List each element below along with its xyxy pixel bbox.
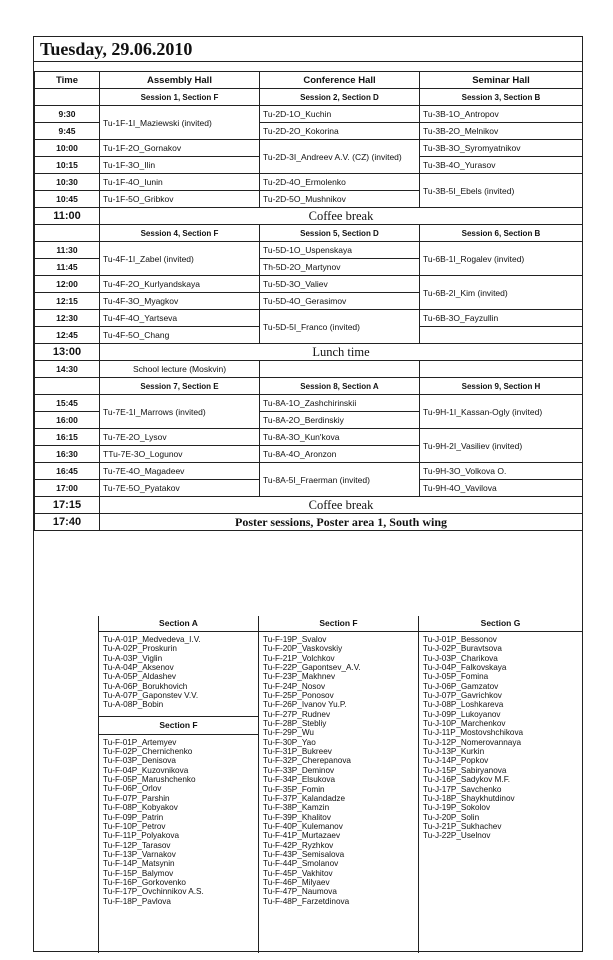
talk-cell: Tu-2D-1O_Kuchin xyxy=(260,106,420,123)
poster-item: Tu-F-02P_Chernichenko xyxy=(103,747,193,757)
time-cell: 12:30 xyxy=(35,310,100,327)
time-cell: 17:40 xyxy=(35,514,100,531)
empty-cell xyxy=(260,361,420,378)
time-cell: 11:30 xyxy=(35,242,100,259)
session-label: Session 8, Section A xyxy=(260,378,420,395)
poster-item: Tu-J-15P_Sabiryanova xyxy=(423,765,507,775)
poster-item: Tu-J-13P_Kurkin xyxy=(423,747,485,757)
poster-item: Tu-F-06P_Orlov xyxy=(103,784,162,794)
poster-item: Tu-A-07P_Gaponstev V.V. xyxy=(103,691,199,701)
poster-item: Tu-F-33P_Deminov xyxy=(263,765,335,775)
poster-item: Tu-A-01P_Medvedeva_I.V. xyxy=(103,635,201,644)
poster-item: Tu-J-19P_Sokolov xyxy=(423,803,491,813)
time-cell: 11:00 xyxy=(35,208,100,225)
poster-item: Tu-F-18P_Pavlova xyxy=(103,896,171,906)
poster-list xyxy=(99,735,258,906)
talk-cell: Tu-9H-3O_Volkova O. xyxy=(420,463,583,480)
poster-item: Tu-J-08P_Loshkareva xyxy=(423,700,504,710)
talk-cell: Tu-3B-1O_Antropov xyxy=(420,106,583,123)
talk-cell: Tu-2D-3I_Andreev A.V. (CZ) (invited) xyxy=(260,140,420,174)
talk-cell: Tu-4F-5O_Chang xyxy=(100,327,260,344)
time-cell: 9:45 xyxy=(35,123,100,140)
poster-item: Tu-J-21P_Sukhachev xyxy=(423,821,502,831)
col-header-assembly-hall: Assembly Hall xyxy=(100,72,260,89)
school-lecture-label: School lecture (Moskvin) xyxy=(100,361,260,378)
poster-item: Tu-A-04P_Aksenov xyxy=(103,663,174,673)
poster-session-label: Poster sessions, Poster area 1, South wing xyxy=(100,514,583,531)
session-label: Session 5, Section D xyxy=(260,225,420,242)
talk-cell: Tu-3B-5I_Ebels (invited) xyxy=(420,174,583,208)
poster-item: Tu-J-18P_Shaykhutdinov xyxy=(423,793,515,803)
poster-item: Tu-F-11P_Polyakova xyxy=(103,831,179,841)
talk-cell: Tu-2D-4O_Ermolenko xyxy=(260,174,420,191)
poster-item: Tu-F-31P_Bukreev xyxy=(263,747,332,757)
poster-item: Tu-F-25P_Ponosov xyxy=(263,691,334,701)
col-header-conference-hall: Conference Hall xyxy=(260,72,420,89)
session-label: Session 7, Section E xyxy=(100,378,260,395)
talk-cell: Tu-1F-1I_Maziewski (invited) xyxy=(100,106,260,140)
poster-item: Tu-J-16P_Sadykov M.F. xyxy=(423,775,511,785)
section-header: Section F xyxy=(259,616,418,632)
poster-item: Tu-J-11P_Mostovshchikova xyxy=(423,728,524,738)
session-label: Session 9, Section H xyxy=(420,378,583,395)
poster-item: Tu-F-10P_Petrov xyxy=(103,821,166,831)
empty-cell xyxy=(35,89,100,106)
poster-column-a xyxy=(99,616,259,953)
talk-cell: Tu-2D-5O_Mushnikov xyxy=(260,191,420,208)
talk-cell: Tu-9H-2I_Vasiliev (invited) xyxy=(420,429,583,463)
talk-cell: Tu-5D-4O_Gerasimov xyxy=(260,293,420,310)
poster-item: Tu-F-12P_Tarasov xyxy=(103,840,171,850)
empty-cell xyxy=(420,361,583,378)
talk-cell: Tu-4F-1I_Zabel (invited) xyxy=(100,242,260,276)
talk-cell: Tu-2D-2O_Kokorina xyxy=(260,123,420,140)
poster-item: Tu-J-01P_Bessonov xyxy=(423,635,497,644)
talk-cell: Tu-3B-3O_Syromyatnikov xyxy=(420,140,583,157)
poster-item: Tu-J-10P_Marchenkov xyxy=(423,719,506,729)
time-cell: 12:00 xyxy=(35,276,100,293)
session-label: Session 6, Section B xyxy=(420,225,583,242)
coffee-break-label: Coffee break xyxy=(100,497,583,514)
time-cell: 16:30 xyxy=(35,446,100,463)
empty-cell xyxy=(420,327,583,344)
page-title: Tuesday, 29.06.2010 xyxy=(34,37,582,62)
poster-column-g xyxy=(419,616,582,953)
time-cell: 14:30 xyxy=(35,361,100,378)
poster-item: Tu-F-39P_Khalitov xyxy=(263,812,331,822)
poster-item: Tu-F-44P_Smolanov xyxy=(263,859,339,869)
poster-item: Tu-F-46P_Milyaev xyxy=(263,877,330,887)
poster-item: Tu-J-06P_Gamzatov xyxy=(423,681,499,691)
poster-item: Tu-J-14P_Popkov xyxy=(423,756,489,766)
poster-item: Tu-J-05P_Fomina xyxy=(423,672,489,682)
poster-list xyxy=(259,632,418,906)
poster-item: Tu-A-06P_Borukhovich xyxy=(103,681,188,691)
poster-item: Tu-F-13P_Varnakov xyxy=(103,849,176,859)
talk-cell: Tu-4F-2O_Kurlyandskaya xyxy=(100,276,260,293)
talk-cell: Tu-5D-3O_Valiev xyxy=(260,276,420,293)
poster-item: Tu-F-45P_Vakhitov xyxy=(263,868,333,878)
poster-item: Tu-F-37P_Kalandadze xyxy=(263,793,346,803)
time-cell: 10:15 xyxy=(35,157,100,174)
poster-item: Tu-F-29P_Wu xyxy=(263,728,314,738)
poster-item: Tu-A-03P_Viglin xyxy=(103,653,163,663)
poster-item: Tu-A-02P_Proskurin xyxy=(103,644,177,654)
poster-item: Tu-F-09P_Patrin xyxy=(103,812,164,822)
time-cell: 9:30 xyxy=(35,106,100,123)
poster-item: Tu-F-01P_Artemyev xyxy=(103,737,177,747)
poster-item: Tu-F-14P_Matsynin xyxy=(103,859,175,869)
poster-item: Tu-J-20P_Solin xyxy=(423,812,480,822)
poster-item: Tu-F-26P_Ivanov Yu.P. xyxy=(263,700,347,710)
section-header: Section A xyxy=(99,616,258,632)
empty-cell xyxy=(35,225,100,242)
talk-cell: Tu-5D-1O_Uspenskaya xyxy=(260,242,420,259)
poster-item: Tu-F-34P_Elsukova xyxy=(263,775,336,785)
lunch-label: Lunch time xyxy=(100,344,583,361)
session-label: Session 2, Section D xyxy=(260,89,420,106)
time-cell: 17:00 xyxy=(35,480,100,497)
poster-item: Tu-F-42P_Ryzhkov xyxy=(263,840,334,850)
poster-item: Tu-F-20P_Vaskovskiy xyxy=(263,644,343,654)
session-label: Session 4, Section F xyxy=(100,225,260,242)
talk-cell: Tu-8A-1O_Zashchirinskii xyxy=(260,395,420,412)
time-cell: 13:00 xyxy=(35,344,100,361)
session-label: Session 3, Section B xyxy=(420,89,583,106)
poster-item: Tu-J-04P_Falkovskaya xyxy=(423,663,507,673)
talk-cell: Tu-6B-3O_Fayzullin xyxy=(420,310,583,327)
poster-item: Tu-F-43P_Semisalova xyxy=(263,849,345,859)
poster-item: Tu-F-41P_Murtazaev xyxy=(263,831,341,841)
time-cell: 10:00 xyxy=(35,140,100,157)
talk-cell: Tu-9H-1I_Kassan-Ogly (invited) xyxy=(420,395,583,429)
poster-item: Tu-F-38P_Kamzin xyxy=(263,803,330,813)
schedule-page xyxy=(33,36,583,952)
talk-cell: Tu-3B-4O_Yurasov xyxy=(420,157,583,174)
coffee-break-label: Coffee break xyxy=(100,208,583,225)
section-header: Section F xyxy=(99,716,258,735)
talk-cell: Tu-7E-5O_Pyatakov xyxy=(100,480,260,497)
time-cell: 12:45 xyxy=(35,327,100,344)
time-cell: 16:45 xyxy=(35,463,100,480)
talk-cell: Tu-6B-1I_Rogalev (invited) xyxy=(420,242,583,276)
talk-cell: Tu-4F-4O_Yartseva xyxy=(100,310,260,327)
poster-item: Tu-F-48P_Farzetdinova xyxy=(263,896,350,906)
talk-cell: Tu-1F-2O_Gornakov xyxy=(100,140,260,157)
poster-item: Tu-J-09P_Lukoyanov xyxy=(423,709,501,719)
poster-item: Tu-F-05P_Marushchenko xyxy=(103,775,196,785)
poster-column-f xyxy=(259,616,419,953)
talk-cell: Tu-1F-3O_Ilin xyxy=(100,157,260,174)
poster-item: Tu-F-28P_Stebliy xyxy=(263,719,327,729)
time-cell: 15:45 xyxy=(35,395,100,412)
talk-cell: Tu-4F-3O_Myagkov xyxy=(100,293,260,310)
talk-cell: Tu-7E-4O_Magadeev xyxy=(100,463,260,480)
talk-cell: Th-5D-2O_Martynov xyxy=(260,259,420,276)
empty-cell xyxy=(35,378,100,395)
poster-item: Tu-F-40P_Kulemanov xyxy=(263,821,343,831)
talk-cell: Tu-1F-4O_Iunin xyxy=(100,174,260,191)
col-header-seminar-hall: Seminar Hall xyxy=(420,72,583,89)
poster-item: Tu-F-15P_Balymov xyxy=(103,868,174,878)
poster-item: Tu-F-22P_Gapontsev_A.V. xyxy=(263,663,361,673)
poster-item: Tu-F-27P_Rudnev xyxy=(263,709,331,719)
poster-item: Tu-J-22P_Uselnov xyxy=(423,831,491,841)
poster-item: Tu-F-21P_Volchkov xyxy=(263,653,335,663)
poster-item: Tu-F-47P_Naumova xyxy=(263,887,337,897)
poster-item: Tu-F-17P_Ovchinnikov A.S. xyxy=(103,887,204,897)
schedule-table xyxy=(34,71,583,531)
talk-cell: Tu-7E-2O_Lysov xyxy=(100,429,260,446)
poster-time-column xyxy=(34,616,99,953)
talk-cell: Tu-3B-2O_Melnikov xyxy=(420,123,583,140)
poster-lists xyxy=(34,616,582,953)
talk-cell: Tu-8A-5I_Fraerman (invited) xyxy=(260,463,420,497)
poster-item: Tu-A-08P_Bobin xyxy=(103,700,164,710)
poster-item: Tu-A-05P_Aldashev xyxy=(103,672,176,682)
talk-cell: Tu-9H-4O_Vavilova xyxy=(420,480,583,497)
session-label: Session 1, Section F xyxy=(100,89,260,106)
poster-item: Tu-J-03P_Charikova xyxy=(423,653,498,663)
poster-item: Tu-F-08P_Kobyakov xyxy=(103,803,178,813)
poster-item: Tu-F-24P_Nosov xyxy=(263,681,326,691)
poster-item: Tu-F-35P_Fomin xyxy=(263,784,325,794)
talk-cell: Tu-1F-5O_Gribkov xyxy=(100,191,260,208)
section-header: Section G xyxy=(419,616,582,632)
talk-cell: Tu-5D-5I_Franco (invited) xyxy=(260,310,420,344)
poster-item: Tu-F-30P_Yao xyxy=(263,737,316,747)
time-cell: 10:30 xyxy=(35,174,100,191)
time-cell: 10:45 xyxy=(35,191,100,208)
time-cell: 16:00 xyxy=(35,412,100,429)
talk-cell: Tu-7E-1I_Marrows (invited) xyxy=(100,395,260,429)
poster-item: Tu-F-32P_Cherepanova xyxy=(263,756,351,766)
time-cell: 17:15 xyxy=(35,497,100,514)
poster-list xyxy=(419,632,582,841)
poster-item: Tu-F-04P_Kuzovnikova xyxy=(103,765,189,775)
poster-list xyxy=(99,632,258,710)
poster-item: Tu-J-02P_Buravtsova xyxy=(423,644,502,654)
poster-item: Tu-F-07P_Parshin xyxy=(103,793,170,803)
talk-cell: Tu-8A-4O_Aronzon xyxy=(260,446,420,463)
poster-item: Tu-F-03P_Denisova xyxy=(103,756,176,766)
time-cell: 12:15 xyxy=(35,293,100,310)
poster-item: Tu-J-12P_Nomerovannaya xyxy=(423,737,521,747)
time-cell: 11:45 xyxy=(35,259,100,276)
poster-item: Tu-J-17P_Savchenko xyxy=(423,784,502,794)
poster-item: Tu-J-07P_Gavrichkov xyxy=(423,691,502,701)
poster-item: Tu-F-19P_Svalov xyxy=(263,635,327,644)
talk-cell: Tu-6B-2I_Kim (invited) xyxy=(420,276,583,310)
poster-item: Tu-F-16P_Gorkovenko xyxy=(103,877,186,887)
time-cell: 16:15 xyxy=(35,429,100,446)
talk-cell: Tu-8A-2O_Berdinskiy xyxy=(260,412,420,429)
col-header-time: Time xyxy=(35,72,100,89)
poster-item: Tu-F-23P_Makhnev xyxy=(263,672,336,682)
talk-cell: Tu-8A-3O_Kun'kova xyxy=(260,429,420,446)
talk-cell: TTu-7E-3O_Logunov xyxy=(100,446,260,463)
